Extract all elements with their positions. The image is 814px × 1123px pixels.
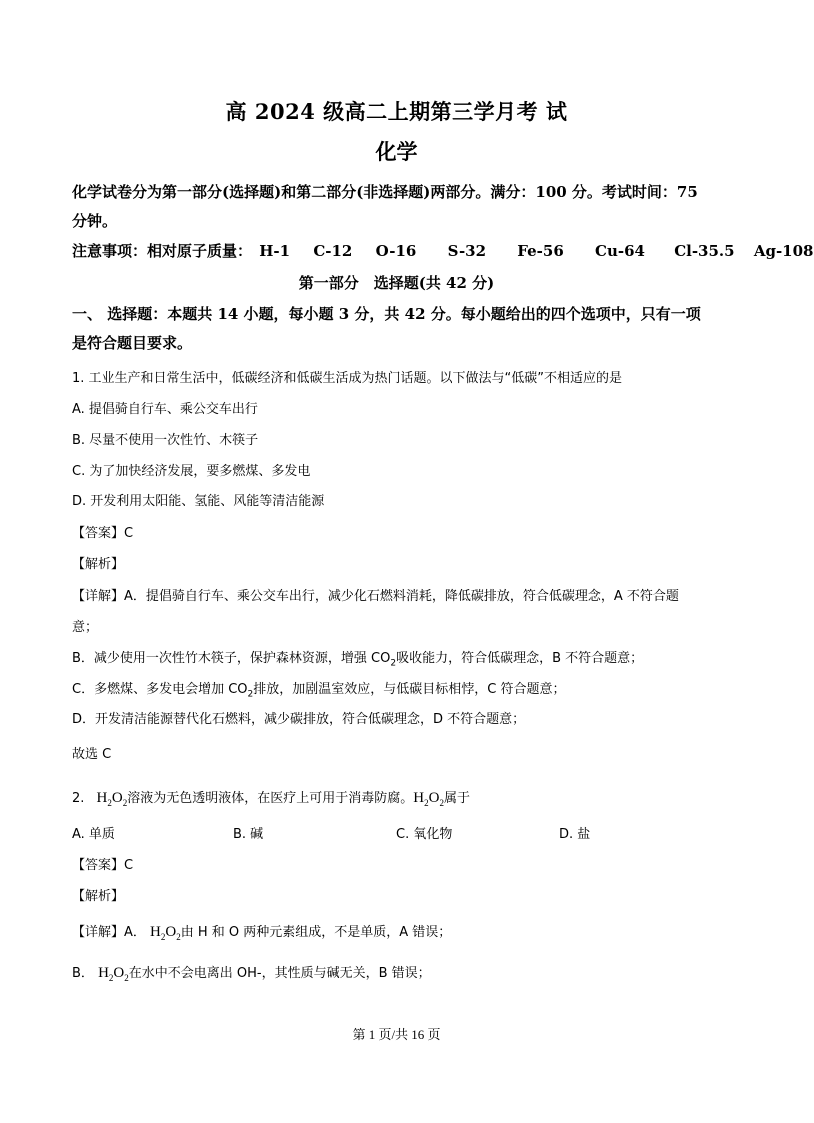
- q2-answer: 【答案】C: [72, 858, 134, 873]
- mass-cl: Cl-35.5: [674, 242, 735, 260]
- q1-detail-c-post: 排放，加剧温室效应，与低碳目标相悖，C 符合题意；: [253, 682, 566, 697]
- q1-detail-a: 【详解】A．提倡骑自行车、乘公交车出行，减少化石燃料消耗，降低碳排放，符合低碳理念，A 不符合题: [72, 589, 679, 604]
- q2-detail-a: [72, 921, 451, 942]
- q1-stem: 1. 工业生产和日常生活中，低碳经济和低碳生活成为热门话题。以下做法与“低碳”不相适应的是: [72, 371, 623, 386]
- q1-conclusion: 故选 C: [72, 747, 112, 762]
- q2-detail-a-pre: 【详解】A．: [72, 925, 146, 940]
- subject-title: 化学: [375, 139, 418, 164]
- section-instruction-1: 一、 选择题：本题共 14 小题，每小题 3 分，共 42 分。每小题给出的四个选项中，只有一项: [72, 305, 701, 323]
- q2-option-d: D. 盐: [559, 827, 591, 842]
- q2-number: 2.: [72, 791, 85, 806]
- page-number: 第 1 页/共 16 页: [352, 1027, 441, 1042]
- q2-detail-b-post: 在水中不会电离出 OH-，其性质与碱无关，B 错误；: [128, 966, 431, 981]
- mass-s: S-32: [447, 242, 487, 260]
- q1-option-d: D. 开发利用太阳能、氢能、风能等清洁能源: [72, 494, 325, 509]
- q2-option-c: C. 氧化物: [396, 827, 453, 842]
- h2o2-formula: $H_2O_2$: [98, 965, 129, 983]
- q1-detail-c-pre: C．多燃煤、多发电会增加 CO: [72, 682, 248, 697]
- mass-h: H-1: [259, 242, 291, 260]
- q2-stem-end: 属于: [443, 791, 470, 806]
- mass-cu: Cu-64: [595, 242, 645, 260]
- subscript-2: 2: [247, 689, 254, 700]
- q2-detail-b: [72, 962, 431, 983]
- section-instruction-2: 是符合题目要求。: [72, 334, 193, 352]
- h2o2-formula: $H_2O_2$: [150, 924, 181, 942]
- mass-ag: Ag-108: [753, 242, 814, 260]
- q2-detail-b-pre: B．: [72, 966, 94, 981]
- q1-detail-c: [72, 678, 565, 700]
- mass-fe: Fe-56: [517, 242, 564, 260]
- q2-stem: [72, 787, 470, 808]
- q2-option-a: A. 单质: [72, 827, 115, 842]
- q1-detail-b-post: 吸收能力，符合低碳理念，B 不符合题意；: [396, 651, 644, 666]
- q1-detail-d: D．开发清洁能源替代化石燃料，减少碳排放，符合低碳理念，D 不符合题意；: [72, 712, 526, 727]
- q1-answer: 【答案】C: [72, 526, 134, 541]
- section-title: 第一部分 选择题(共 42 分): [298, 274, 495, 292]
- h2o2-formula: $H_2O_2$: [413, 790, 444, 808]
- q1-option-b: B. 尽量不使用一次性竹、木筷子: [72, 433, 259, 448]
- q1-option-a: A. 提倡骑自行车、乘公交车出行: [72, 402, 258, 417]
- q1-option-c: C. 为了加快经济发展，要多燃煤、多发电: [72, 464, 311, 479]
- q1-detail-a-cont: 意；: [72, 620, 99, 635]
- intro-line-2: 分钟。: [72, 212, 118, 230]
- mass-c: C-12: [313, 242, 353, 260]
- q2-stem-text: 溶液为无色透明液体，在医疗上可用于消毒防腐。: [127, 791, 414, 806]
- q2-analysis-label: 【解析】: [72, 889, 125, 904]
- notes-label: 注意事项：相对原子质量：: [72, 242, 253, 260]
- q2-option-b: B. 碱: [233, 827, 264, 842]
- q1-analysis-label: 【解析】: [72, 557, 125, 572]
- h2o2-formula: $H_2O_2$: [96, 790, 128, 808]
- subscript-2: 2: [390, 658, 397, 669]
- q2-detail-a-post: 由 H 和 O 两种元素组成，不是单质，A 错误；: [180, 925, 452, 940]
- exam-title: 高 2024 级高二上期第三学月考 试: [225, 99, 568, 124]
- q1-detail-b-pre: B．减少使用一次性竹木筷子，保护森林资源，增强 CO: [72, 651, 391, 666]
- atomic-mass-notes: [72, 240, 814, 261]
- mass-o: O-16: [375, 242, 417, 260]
- intro-line-1: 化学试卷分为第一部分(选择题)和第二部分(非选择题)两部分。满分：100 分。考试时间：75: [72, 183, 698, 201]
- q1-detail-b: [72, 647, 643, 669]
